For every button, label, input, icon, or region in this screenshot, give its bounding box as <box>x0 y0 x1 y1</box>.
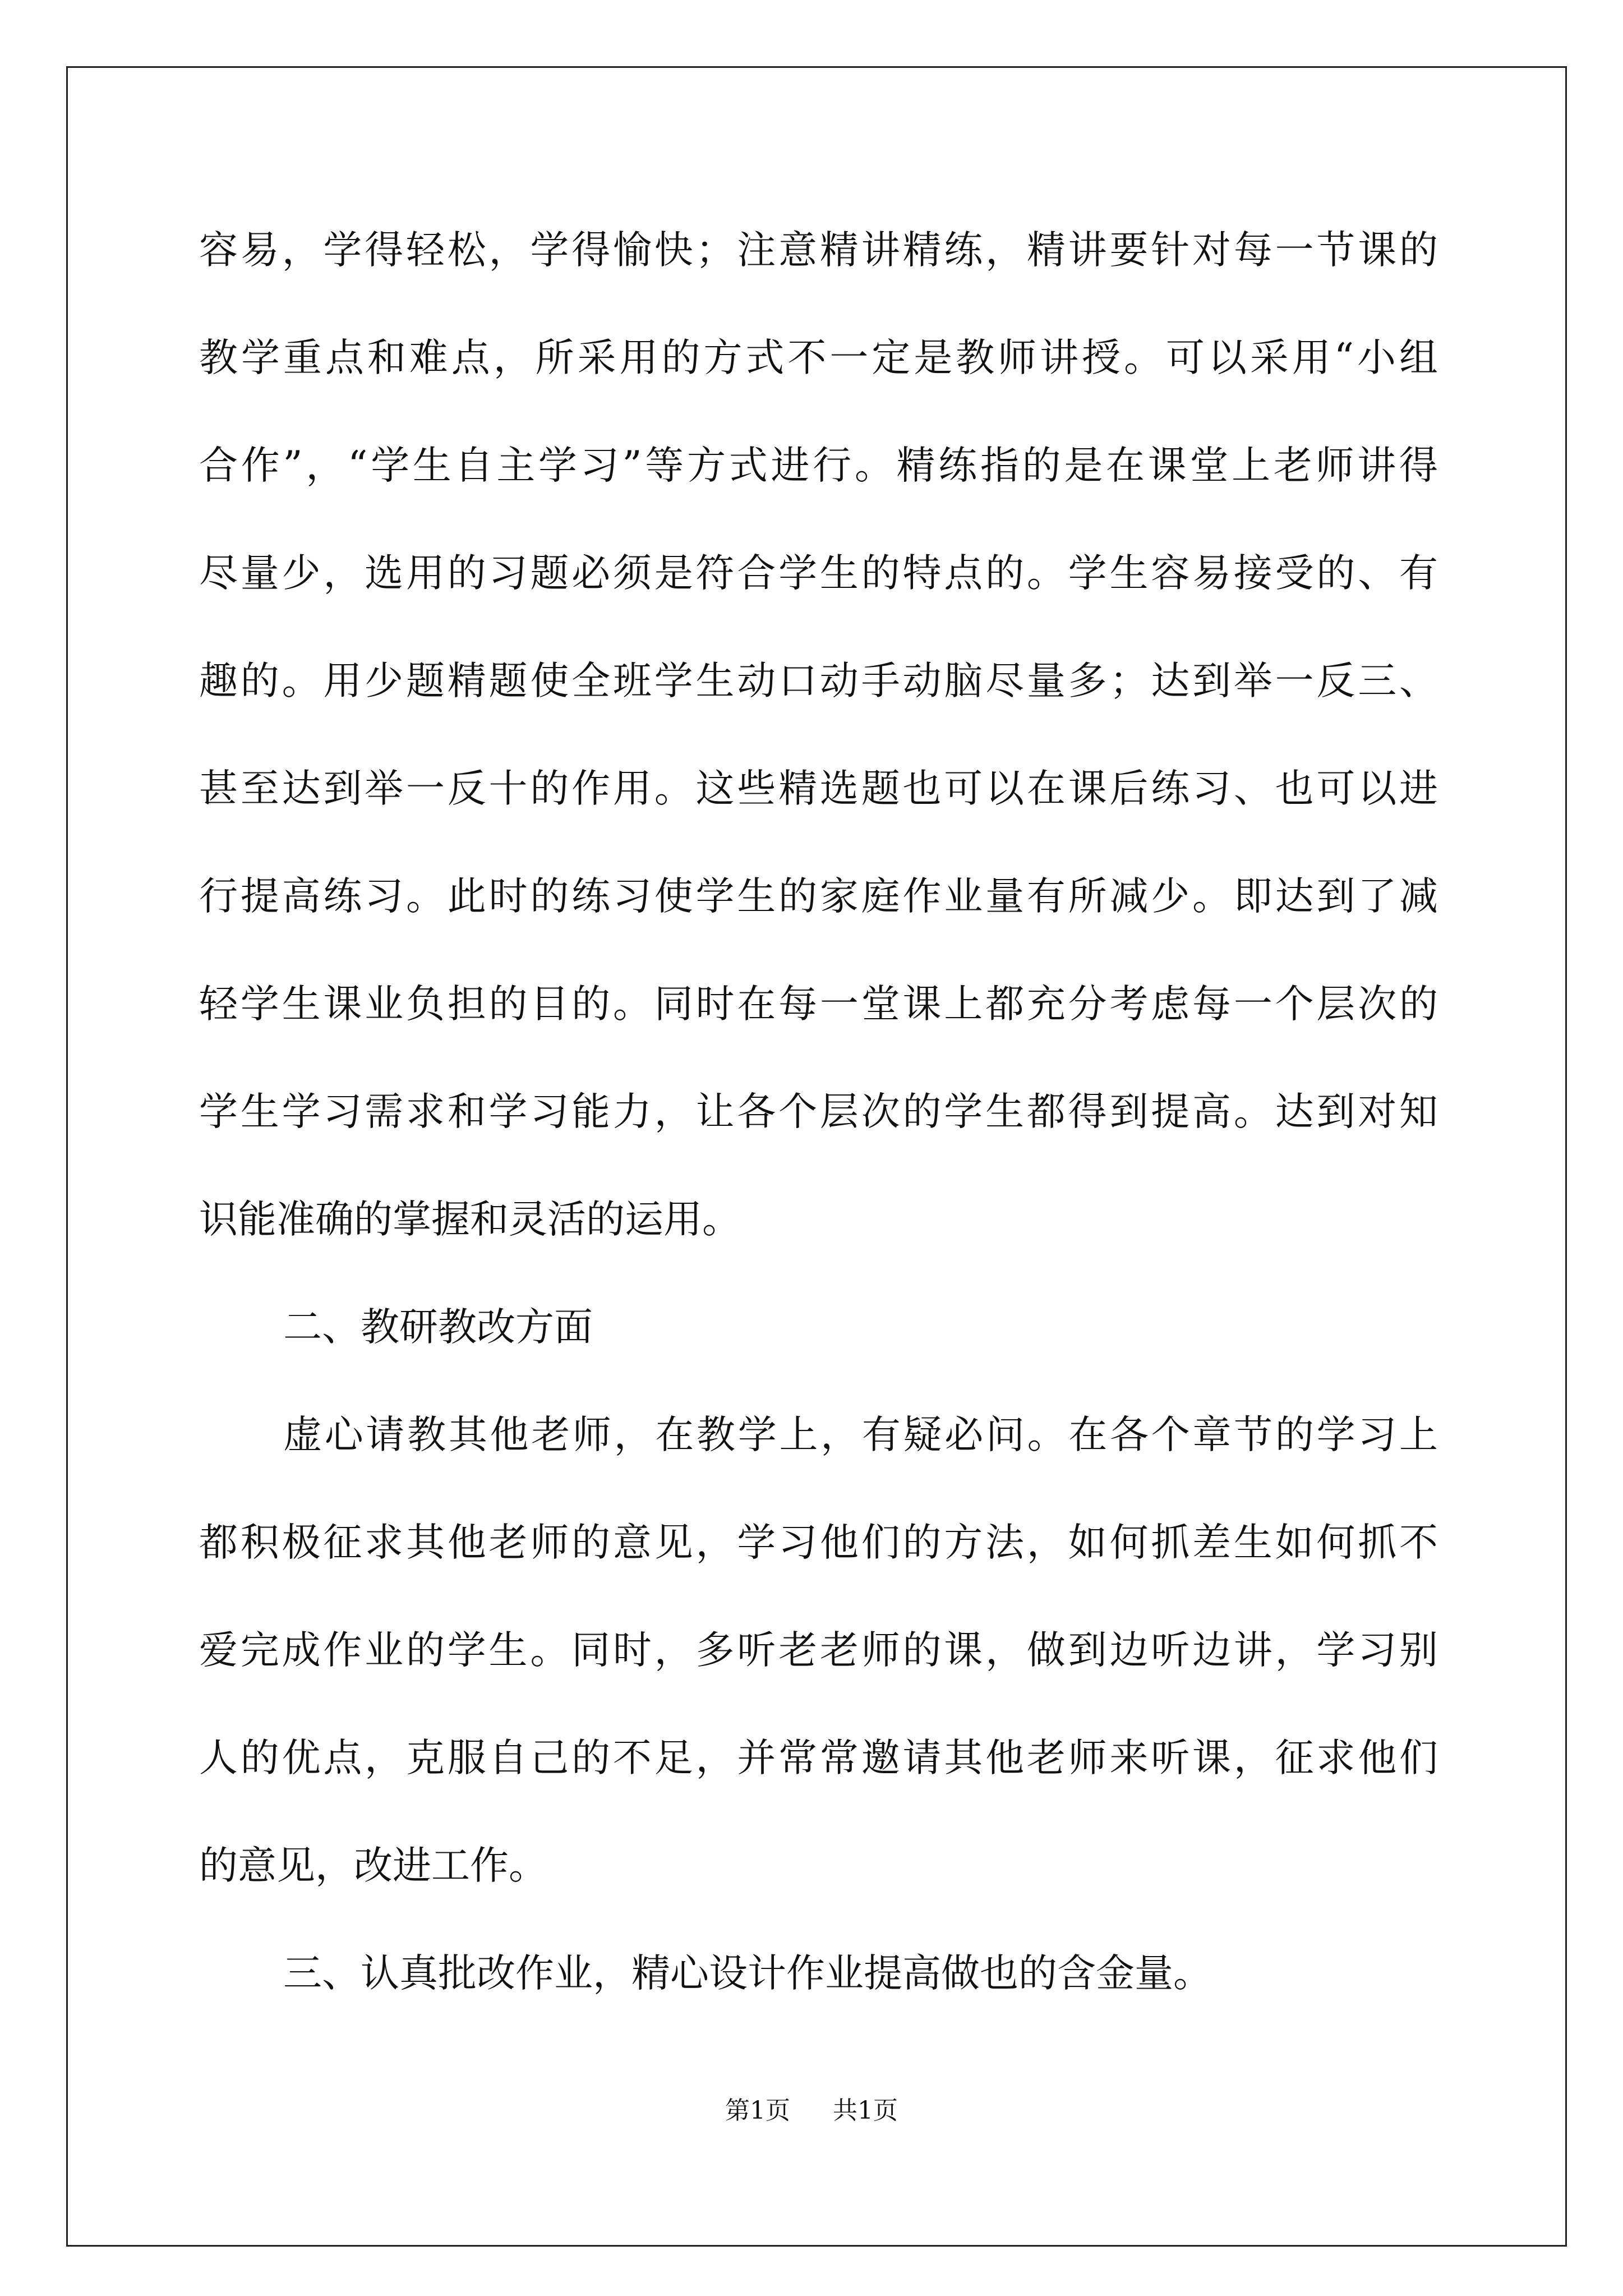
paragraph-line: 甚至达到举一反十的作用。这些精选题也可以在课后练习、也可以进 <box>199 766 1438 811</box>
page-footer <box>0 2095 1623 2127</box>
paragraph-line: 学生学习需求和学习能力，让各个层次的学生都得到提高。达到对知 <box>199 1089 1438 1134</box>
paragraph-line: 的意见，改进工作。 <box>199 1843 547 1888</box>
paragraph-line: 容易，学得轻松，学得愉快；注意精讲精练，精讲要针对每一节课的 <box>199 228 1438 273</box>
paragraph-line: 轻学生课业负担的目的。同时在每一堂课上都充分考虑每一个层次的 <box>199 982 1438 1027</box>
paragraph-line: 趣的。用少题精题使全班学生动口动手动脑尽量多；达到举一反三、 <box>199 659 1438 703</box>
paragraph-line: 人的优点，克服自己的不足，并常常邀请其他老师来听课，征求他们 <box>199 1736 1438 1780</box>
paragraph-line: 行提高练习。此时的练习使学生的家庭作业量有所减少。即达到了减 <box>199 874 1438 919</box>
paragraph-line: 合作”，“学生自主学习”等方式进行。精练指的是在课堂上老师讲得 <box>199 443 1438 488</box>
page-total: 共1页 <box>833 2096 898 2125</box>
page-border <box>66 66 1567 2247</box>
paragraph-line: 识能准确的掌握和灵活的运用。 <box>199 1197 741 1242</box>
paragraph-line: 都积极征求其他老师的意见，学习他们的方法，如何抓差生如何抓不 <box>199 1520 1438 1565</box>
paragraph-line: 虚心请教其他老师，在教学上，有疑必问。在各个章节的学习上 <box>283 1412 1438 1457</box>
section-heading-3: 三、认真批改作业，精心设计作业提高做也的含金量。 <box>283 1951 1212 1996</box>
paragraph-line: 爱完成作业的学生。同时，多听老老师的课，做到边听边讲，学习别 <box>199 1628 1438 1673</box>
page-number: 第1页 <box>725 2096 790 2125</box>
paragraph-line: 教学重点和难点，所采用的方式不一定是教师讲授。可以采用“小组 <box>199 335 1438 380</box>
section-heading-2: 二、教研教改方面 <box>283 1305 593 1350</box>
paragraph-line: 尽量少，选用的习题必须是符合学生的特点的。学生容易接受的、有 <box>199 551 1438 596</box>
